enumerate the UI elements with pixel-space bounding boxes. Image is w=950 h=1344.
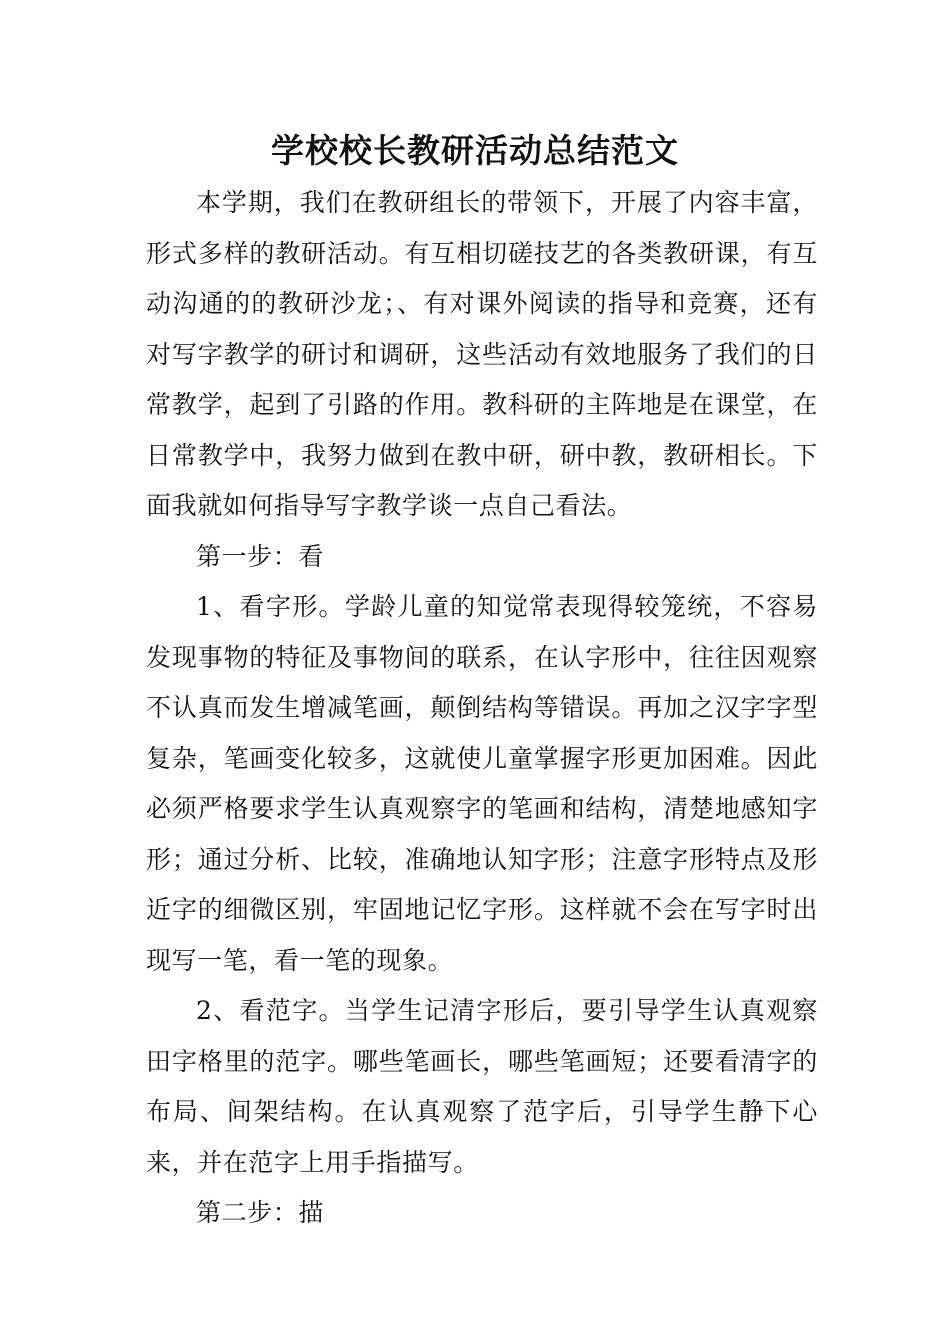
document-body — [146, 178, 818, 1239]
step-one-heading: 第一步：看 — [196, 541, 325, 571]
look-at-model-paragraph: 2、看范字。当学生记清字形后，要引导学生认真观察田字格里的范字。哪些笔画长，哪些笔画短；还要看清字的布局、间架结构。在认真观察了范字后，引导学生静下心来，并在范字上用手指描写。 — [146, 996, 818, 1177]
look-at-shape-paragraph: 1、看字形。学龄儿童的知觉常表现得较笼统，不容易发现事物的特征及事物间的联系，在认字形中，往往因观察不认真而发生增减笔画，颠倒结构等错误。再加之汉字字型复杂，笔画变化较多，这就使儿童掌握字形更加困难。因此必须严格要求学生认真观察字的笔画和结构，清楚地感知字形；通过分析、比较，准确地认知字形；注意字形特点及形近字的细微区别，牢固地记忆字形。这样就不会在写字时出现写一笔，看一笔的现象。 — [146, 592, 818, 975]
intro-paragraph: 本学期，我们在教研组长的带领下，开展了内容丰富，形式多样的教研活动。有互相切磋技艺的各类教研课，有互动沟通的的教研沙龙；、有对课外阅读的指导和竞赛，还有对写字教学的研讨和调研，这些活动有效地服务了我们的日常教学，起到了引路的作用。教科研的主阵地是在课堂，在日常教学中，我努力做到在教中研，研中教，教研相长。下面我就如何指导写字教学谈一点自己看法。 — [146, 188, 818, 520]
step-two-heading: 第二步：描 — [196, 1198, 325, 1227]
document-title: 学校校长教研活动总结范文 — [271, 131, 679, 170]
